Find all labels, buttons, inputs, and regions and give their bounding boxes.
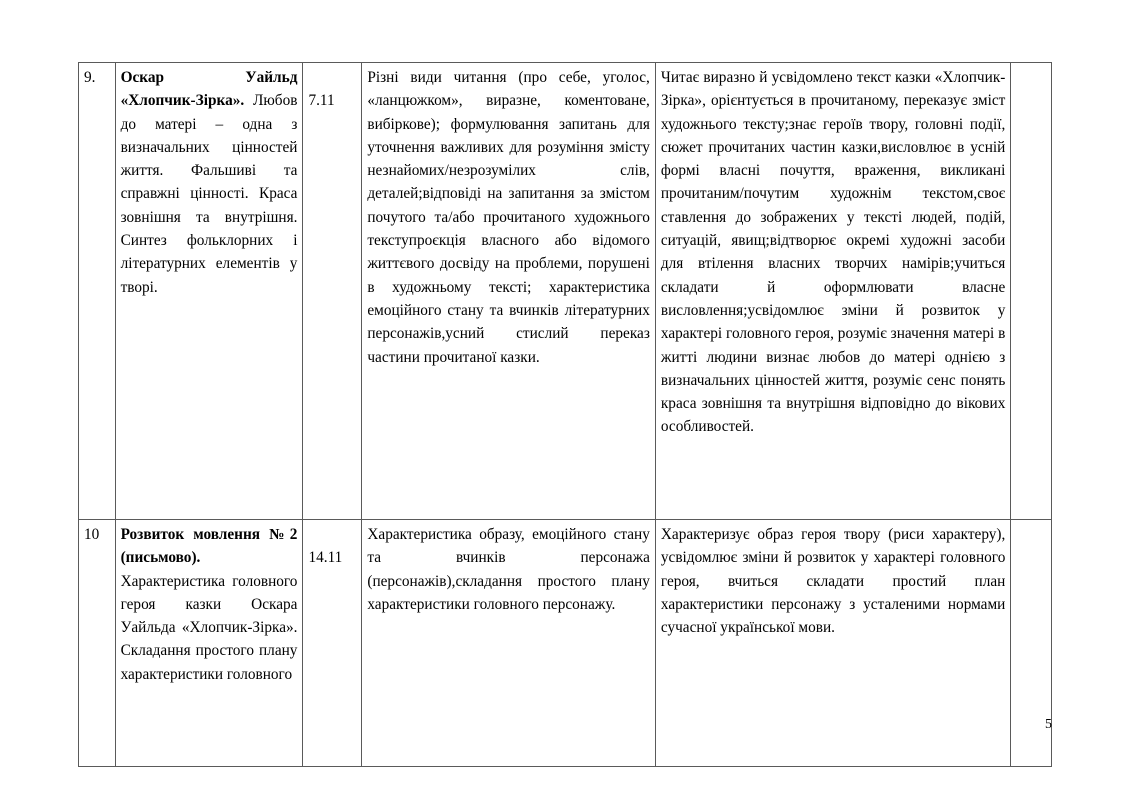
table-row	[79, 63, 1052, 520]
results-cell	[655, 63, 1010, 520]
topic-cell	[115, 63, 303, 520]
lesson-date: 14.11	[308, 549, 343, 566]
row-number-cell	[79, 63, 116, 520]
lesson-date: 7.11	[308, 92, 335, 109]
activities-cell	[362, 63, 656, 520]
lesson-plan-table	[78, 62, 1052, 767]
date-cell	[303, 520, 362, 767]
activities-cell	[362, 520, 656, 767]
topic-description: Характеристика головного героя казки Оскара Уайльда «Хлопчик-Зірка». Складання простого плану характеристики головного	[120, 572, 298, 683]
table-row	[79, 520, 1052, 767]
topic-cell	[115, 520, 303, 767]
row-number-cell	[79, 520, 116, 767]
results-text: Характеризує образ героя твору (риси характеру), усвідомлює зміни й розвиток у характері головного героя, вчиться складати простий план характеристики персонажу з усталеними нормами сучасної української мови.	[660, 526, 1006, 637]
page-number: 5	[1045, 717, 1052, 732]
date-cell	[303, 63, 362, 520]
topic-title: Розвиток мовлення №2 (письмово).	[120, 526, 298, 567]
row-number: 9.	[84, 69, 96, 86]
row-number: 10	[84, 526, 100, 543]
activities-text: Характеристика образу, емоційного стану та вчинків персонажа (персонажів),складання простого плану характеристики головного персонажу.	[367, 526, 650, 613]
topic-title: Оскар Уайльд «Хлопчик-Зірка».	[120, 69, 298, 110]
results-cell	[655, 520, 1010, 767]
activities-text: Різні види читання (про себе, уголос, «ланцюжком», виразне, коментоване, вибіркове); формулювання запитань для уточнення важливих для розуміння змісту незнайомих/незрозумілих слів, деталей;відповіді на запитання за змістом почутого та/або прочитаного художнього текступроєкція власного або відомого життєвого досвіду на проблеми, порушені в художньому тексті; характеристика емоційного стану та вчинків літературних персонажів,усний стислий переказ частини прочитаної казки.	[367, 69, 650, 366]
notes-cell	[1011, 63, 1052, 520]
results-text: Читає виразно й усвідомлено текст казки «Хлопчик-Зірка», орієнтується в прочитаному, переказує зміст художнього тексту;знає героїв твору, головні події, сюжет прочитаних частин казки,висловлює в усній формі власні почуття, враження, викликані прочитаним/почутим художнім текстом,своє ставлення до зображених у тексті людей, подій, ситуацій, явищ;відтворює окремі художні засоби для втілення власних творчих намірів;учиться складати й оформлювати власне висловлення;усвідомлює зміни й розвиток у характері головного героя, розуміє значення матері в житті людини визнає любов до матері однією з визначальних цінностей життя, розуміє сенс понять краса зовнішня та внутрішня відповідно до вікових особливостей.	[660, 69, 1006, 436]
topic-description: Любов до матері – одна з визначальних цінностей життя. Фальшиві та справжні цінності. Краса зовнішня та внутрішня. Синтез фольклорних і літературних елементів у творі.	[120, 92, 298, 296]
